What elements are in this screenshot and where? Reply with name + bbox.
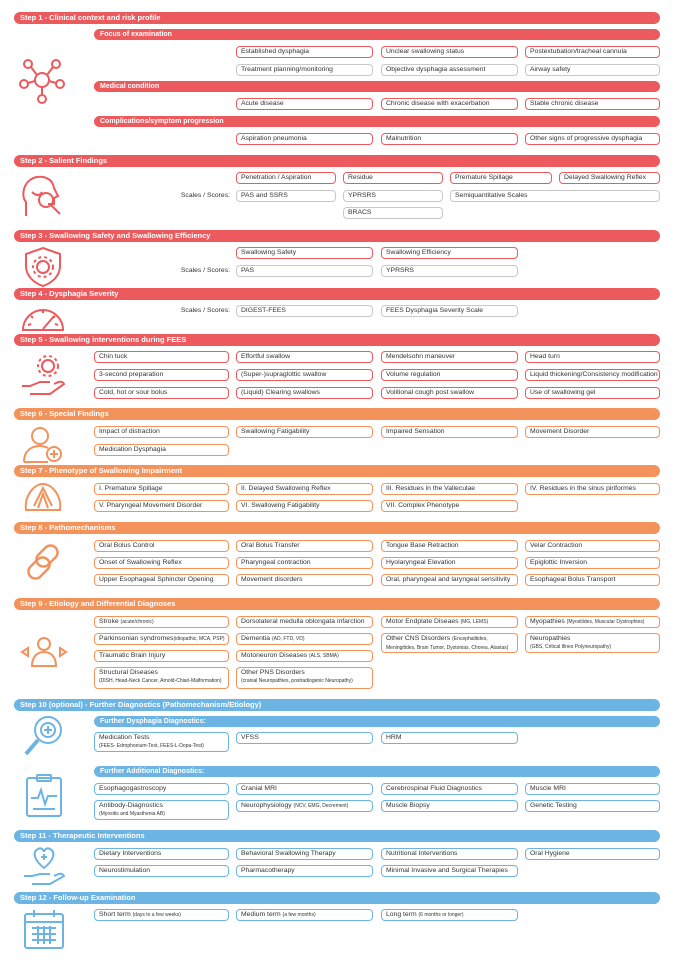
- pathomechanism-item: Oral, pharyngeal and laryngeal sensitivity: [381, 574, 518, 586]
- etiology-item: Other PNS Disorders (cranial Neuropathies, postradiogenic Neuropathy): [236, 667, 373, 689]
- scale-item: YPRSRS: [381, 265, 518, 277]
- special-finding-item: Medication Dysphagia: [94, 444, 229, 456]
- step6-header: Step 6 - Special Findings: [14, 408, 660, 420]
- etiology-item: Stroke (acute/chronic): [94, 616, 229, 628]
- pathomechanism-item: Onset of Swallowing Reflex: [94, 557, 229, 569]
- etiology-item: Dorsolateral medulla oblongata infarction: [236, 616, 373, 628]
- phenotype-item: III. Residues in the Valleculae: [381, 483, 518, 495]
- special-finding-item: Impaired Sensation: [381, 426, 518, 438]
- therapy-item: Pharmacotherapy: [236, 865, 373, 877]
- step4-header: Step 4 - Dysphagia Severity: [14, 288, 660, 300]
- complications-subheader: Complications/symptom progression: [94, 116, 660, 127]
- focus-subheader: Focus of examination: [94, 29, 660, 40]
- clipboard-pulse-icon: [24, 774, 64, 818]
- intervention-item: Effortful swallow: [236, 351, 373, 363]
- intervention-item: 3-second preparation: [94, 369, 229, 381]
- additional-item: Cranial MRI: [236, 783, 373, 795]
- diagnostic-item: HRM: [381, 732, 518, 744]
- scale-item: BRACS: [343, 207, 443, 219]
- phenotype-item: VI. Swallowing Fatigability: [236, 500, 373, 512]
- etiology-item: Parkinsonian syndromes(idiopathic, MCA, PSP): [94, 633, 229, 645]
- finding-item: Delayed Swallowing Reflex: [559, 172, 660, 184]
- phenotype-item: I. Premature Spillage: [94, 483, 229, 495]
- additional-item: Genetic Testing: [525, 800, 660, 812]
- therapy-item: Oral Hygiene: [525, 848, 660, 860]
- intervention-item: Volitional cough post swallow: [381, 387, 518, 399]
- gauge-icon: [20, 303, 66, 333]
- followup-item: Short term (days to a few weeks): [94, 909, 229, 921]
- further-additional-subheader: Further Additional Diagnostics:: [94, 766, 660, 777]
- hand-heart-icon: [22, 844, 66, 888]
- intervention-item: Use of swallowing gel: [525, 387, 660, 399]
- etiology-item: Traumatic Brain Injury: [94, 650, 229, 662]
- pathomechanism-item: Hyolaryngeal Elevation: [381, 557, 518, 569]
- complication-item: Malnutrition: [381, 133, 518, 145]
- finding-item: Residue: [343, 172, 443, 184]
- pathomechanism-item: Upper Esophageal Sphincter Opening: [94, 574, 229, 586]
- scale-item: PAS: [236, 265, 373, 277]
- followup-item: Long term (6 months or longer): [381, 909, 518, 921]
- step8-header: Step 8 - Pathomechanisms: [14, 522, 660, 534]
- therapy-item: Dietary Interventions: [94, 848, 229, 860]
- intervention-item: Cold, hot or sour bolus: [94, 387, 229, 399]
- pathomechanism-item: Oral Bolus Control: [94, 540, 229, 552]
- etiology-item: Other CNS Disorders (Encephalitides, Meningitides, Brain Tumor, Dystonias, Chorea, Ataxias): [381, 633, 518, 653]
- step9-header: Step 9 - Etiology and Differential Diagnoses: [14, 598, 660, 610]
- focus-item: Objective dysphagia assessment: [381, 64, 518, 76]
- medical-item: Acute disease: [236, 98, 373, 110]
- intervention-item: Liquid thickening/Consistency modification: [525, 369, 660, 381]
- persons-arrows-icon: [20, 634, 68, 670]
- scales-label: Scales / Scores:: [180, 267, 230, 274]
- etiology-item: Motor Endplate Diseaes (MG, LEMS): [381, 616, 518, 628]
- pathomechanism-item: Epiglottic Inversion: [525, 557, 660, 569]
- etiology-item: Motoneuron Diseases (ALS, SBMA): [236, 650, 373, 662]
- safety-item: Swallowing Safety: [236, 247, 373, 259]
- finding-item: Penetration / Aspiration: [236, 172, 336, 184]
- intervention-item: Mendelsohn maneuver: [381, 351, 518, 363]
- complication-item: Other signs of progressive dysphagia: [525, 133, 660, 145]
- further-dysphagia-subheader: Further Dysphagia Diagnostics:: [94, 716, 660, 727]
- network-icon: [18, 56, 66, 104]
- pathomechanism-item: Esophageal Bolus Transport: [525, 574, 660, 586]
- finding-item: Premature Spillage: [450, 172, 552, 184]
- etiology-item: Dementia (AD, FTD, VD): [236, 633, 373, 645]
- complication-item: Aspiration pneumonia: [236, 133, 373, 145]
- phenotype-item: II. Delayed Swallowing Reflex: [236, 483, 373, 495]
- calendar-icon: [22, 908, 66, 952]
- phenotype-item: VII. Complex Phenotype: [381, 500, 518, 512]
- etiology-item: Myopathies (Myositides, Muscular Dystrophies): [525, 616, 660, 628]
- additional-item: Neurophysiology (NCV, EMG, Decrement): [236, 800, 373, 812]
- special-finding-item: Impact of distraction: [94, 426, 229, 438]
- step5-header: Step 5 - Swallowing interventions during FEES: [14, 334, 660, 346]
- focus-item: Treatment planning/monitoring: [236, 64, 373, 76]
- focus-item: Airway safety: [525, 64, 660, 76]
- step1-header: Step 1 - Clinical context and risk profile: [14, 12, 660, 24]
- scales-label: Scales / Scores:: [180, 307, 230, 314]
- head-magnifier-icon: [18, 172, 66, 220]
- step12-header: Step 12 - Follow-up Examination: [14, 892, 660, 904]
- intervention-item: Head turn: [525, 351, 660, 363]
- scale-item: Semiquantitative Scales: [450, 190, 660, 202]
- pathomechanism-item: Tongue Base Retraction: [381, 540, 518, 552]
- chain-link-icon: [22, 540, 66, 584]
- medical-item: Chronic disease with exacerbation: [381, 98, 518, 110]
- efficiency-item: Swallowing Efficiency: [381, 247, 518, 259]
- scale-item: FEES Dysphagia Severity Scale: [381, 305, 518, 317]
- pathomechanism-item: Pharyngeal contraction: [236, 557, 373, 569]
- additional-item: Esophagogastroscopy: [94, 783, 229, 795]
- step3-header: Step 3 - Swallowing Safety and Swallowing Efficiency: [14, 230, 660, 242]
- person-plus-icon: [22, 424, 64, 466]
- step11-header: Step 11 - Therapeutic Interventions: [14, 830, 660, 842]
- step2-header: Step 2 - Salient Findings: [14, 155, 660, 167]
- phenotype-item: V. Pharyngeal Movement Disorder: [94, 500, 229, 512]
- scale-item: PAS and SSRS: [236, 190, 336, 202]
- therapy-item: Minimal Invasive and Surgical Therapies: [381, 865, 518, 877]
- additional-item: Cerebrospinal Fluid Diagnostics: [381, 783, 518, 795]
- intervention-item: Chin tuck: [94, 351, 229, 363]
- special-finding-item: Swallowing Fatigability: [236, 426, 373, 438]
- followup-item: Medium term (a few months): [236, 909, 373, 921]
- scale-item: DIGEST-FEES: [236, 305, 373, 317]
- etiology-item: Structural Diseases (DISH, Head-Neck Cancer, Arnold-Chiari-Malformation): [94, 667, 229, 689]
- medical-subheader: Medical condition: [94, 81, 660, 92]
- etiology-item: Neuropathies (GBS, Critical Illnes Polyneuropathy): [525, 633, 660, 653]
- scale-item: YPRSRS: [343, 190, 443, 202]
- intervention-item: Volume regulation: [381, 369, 518, 381]
- pathomechanism-item: Oral Bolus Transfer: [236, 540, 373, 552]
- focus-item: Postextubation/tracheal cannula: [525, 46, 660, 58]
- step7-header: Step 7 - Phenotype of Swallowing Impairment: [14, 465, 660, 477]
- intervention-item: (Super-)supraglottic swallow: [236, 369, 373, 381]
- hand-gear-icon: [20, 352, 66, 398]
- therapy-item: Neurostimulation: [94, 865, 229, 877]
- additional-item: Muscle Biopsy: [381, 800, 518, 812]
- diagnostic-item: VFSS: [236, 732, 373, 744]
- therapy-item: Behavioral Swallowing Therapy: [236, 848, 373, 860]
- additional-item: Antibody-Diagnostics (Myositis and Myasthenia AB): [94, 800, 229, 820]
- therapy-item: Nutritional Interventions: [381, 848, 518, 860]
- scales-label: Scales / Scores:: [180, 192, 230, 199]
- intervention-item: (Liquid) Clearing swallows: [236, 387, 373, 399]
- phenotype-item: IV. Residues in the sinus piriformes: [525, 483, 660, 495]
- additional-item: Muscle MRI: [525, 783, 660, 795]
- special-finding-item: Movement Disorder: [525, 426, 660, 438]
- focus-item: Unclear swallowing status: [381, 46, 518, 58]
- pathomechanism-item: Movement disorders: [236, 574, 373, 586]
- step10-header: Step 10 (optional) - Further Diagnostics (Pathomechanism/Etiology): [14, 699, 660, 711]
- focus-item: Established dysphagia: [236, 46, 373, 58]
- pathomechanism-item: Velar Contraction: [525, 540, 660, 552]
- larynx-icon: [22, 480, 64, 516]
- magnifier-plus-icon: [22, 714, 66, 758]
- medical-item: Stable chronic disease: [525, 98, 660, 110]
- diagnostic-item: Medication Tests (FEES- Edrophonium-Test, FEES-L-Dopa-Test): [94, 732, 229, 752]
- shield-gear-icon: [22, 246, 64, 288]
